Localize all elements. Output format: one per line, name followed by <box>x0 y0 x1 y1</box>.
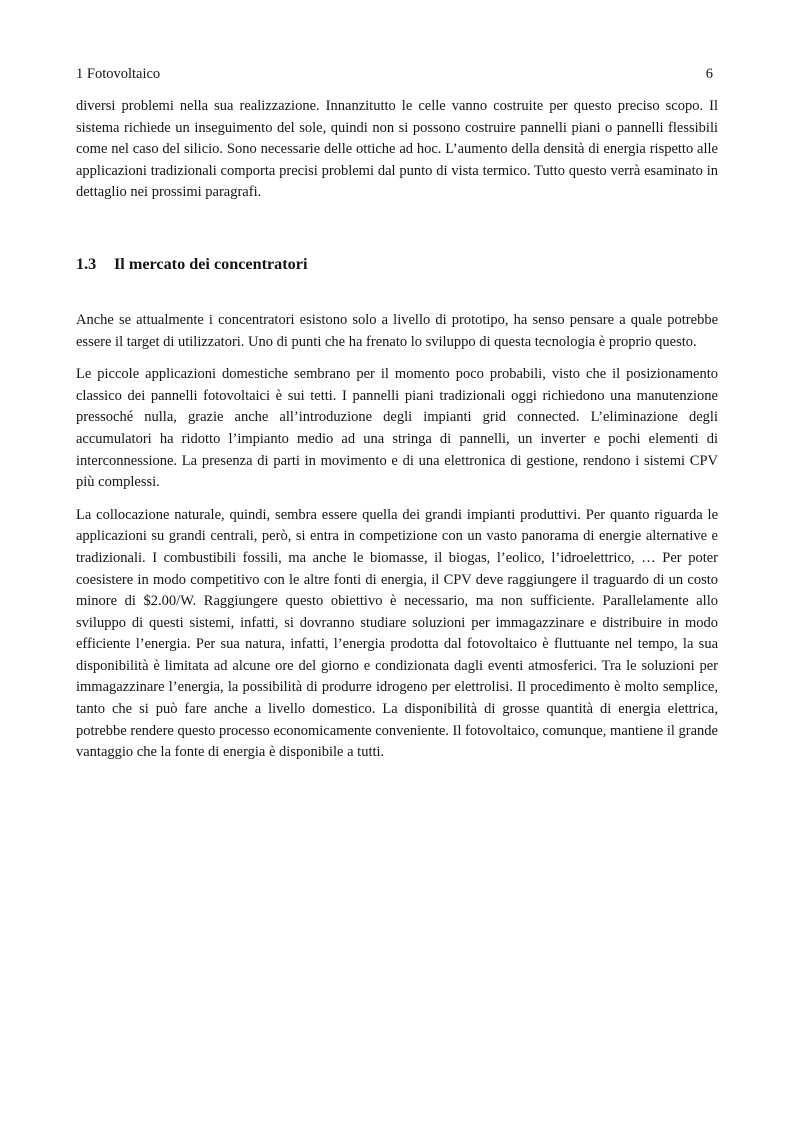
section-paragraph: Le piccole applicazioni domestiche sembrano per il momento poco probabili, visto che il posizionamento classico dei pannelli fotovoltaici è sui tetti. I pannelli piani tradizionali oggi richiedono una manutenzione pressoché nulla, grazie anche all’introduzione degli impianti grid connected. L’eliminazione degli accumulatori ha ridotto l’impianto medio ad una stringa di pannelli, un inverter e pochi elementi di interconnessione. La presenza di parti in movimento e di una elettronica di gestione, rendono i sistemi CPV più complessi. <box>76 366 718 491</box>
section-paragraph: Anche se attualmente i concentratori esistono solo a livello di prototipo, ha senso pensare a quale potrebbe essere il target di utilizzatori. Uno di punti che ha frenato lo sviluppo di questa tecnologia è proprio questo. <box>76 311 718 350</box>
intro-paragraph: diversi problemi nella sua realizzazione. Innanzitutto le celle vanno costruite per questo preciso scopo. Il sistema richiede un inseguimento del sole, quindi non si possono costruire pannelli piani o pannelli flessibili come nel caso del silicio. Sono necessarie delle ottiche ad hoc. L’aumento della densità di energia rispetto alle applicazioni tradizionali comporta precisi problemi dal punto di vista termico. Tutto questo verrà esaminato in dettaglio nei prossimi paragrafi. <box>76 98 718 201</box>
chapter-title: 1 Fotovoltaico <box>76 66 161 82</box>
section-heading <box>76 253 718 275</box>
section-number: 1.3 <box>76 254 97 273</box>
page-number: 6 <box>705 66 713 82</box>
body-text <box>76 96 718 764</box>
section-body <box>76 310 718 764</box>
running-header <box>76 64 718 84</box>
document-page <box>76 64 718 764</box>
section-paragraph: La collocazione naturale, quindi, sembra essere quella dei grandi impianti produttivi. Per quanto riguarda le applicazioni su grandi centrali, però, si entra in competizione con un vasto panorama di energie alternative e tradizionali. I combustibili fossili, ma anche le biomasse, il biogas, l’eolico, l’idroelettrico, … Per poter coesistere in modo competitivo con le altre fonti di energia, il CPV deve raggiungere il traguardo di un costo minore di $2.00/W. Raggiungere questo obiettivo è necessario, ma non sufficiente. Parallelamente allo sviluppo di questi sistemi, infatti, si dovranno studiare soluzioni per immagazzinare e distribuire in modo efficiente l’energia. Per sua natura, infatti, l’energia prodotta dal fotovoltaico è fluttuante nel tempo, la sua disponibilità è limitata ad alcune ore del giorno e condizionata dagli eventi atmosferici. Tra le soluzioni per immagazzinare l’energia, la possibilità di produrre idrogeno per elettrolisi. Il procedimento è molto semplice, tanto che si può fare anche a livello domestico. La disponibilità di grosse quantità di energia elettrica, potrebbe rendere questo processo economicamente conveniente. Il fotovoltaico, comunque, mantiene il grande vantaggio che la fonte di energia è disponibile a tutti. <box>76 506 718 761</box>
section-title: Il mercato dei concentratori <box>114 254 308 273</box>
